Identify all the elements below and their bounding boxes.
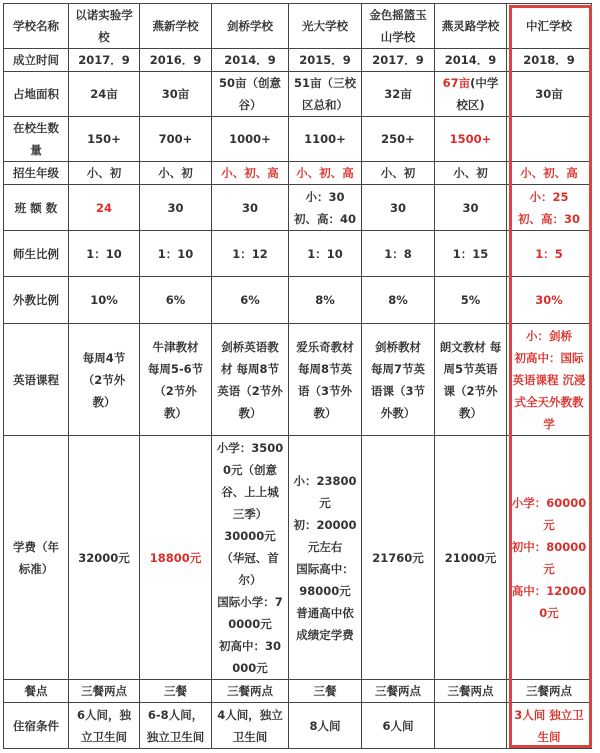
cell-text: 小：30 初、高：40 [293,189,356,226]
cell-text: 50亩（创意 谷） [218,76,281,112]
cell-text: 8人间 [309,718,341,733]
cell-text: 21000元 [444,550,497,565]
table-cell [212,185,289,231]
table-cell [140,436,212,680]
table-cell [507,49,592,72]
cell-text: 小：25 初、高：30 [517,189,580,226]
cell-text: 小学：3500 0元（创意 谷、上上城 三季） 30000元 （华冠、首 尔） 国际小学：7 0000元 初高中：30 000元 [216,440,284,675]
table-cell [212,117,289,162]
table-cell [69,436,140,680]
row-label: 招生年级 [4,162,69,185]
cell-text: 24 [95,200,112,215]
table-cell [69,703,140,749]
cell-text: 1：10 [86,246,122,261]
cell-text: 250+ [381,132,415,146]
cell-text: 每周4节 （2节外 教） [82,350,126,409]
table-cell [289,703,362,749]
table-cell [507,324,592,436]
school-comparison-table [3,3,592,749]
cell-text: 1：15 [452,246,489,261]
cell-text-suffix: (中学 校区) [456,76,499,112]
table-row [4,680,592,703]
table-cell [212,680,289,703]
table-row [4,72,592,117]
table-cell [362,703,435,749]
cell-text: 24亩 [90,87,118,101]
table-cell [140,680,212,703]
table-row [4,324,592,436]
table-cell [140,703,212,749]
cell-text: 67亩 [442,76,471,90]
row-label: 餐点 [4,680,69,703]
table-cell [140,117,212,162]
cell-text: 小、初 [380,166,416,180]
cell-text: 30% [535,293,563,307]
cell-text: 爱乐奇教材 每周8节英 语（3节外 教） [296,339,354,420]
cell-text: 三餐两点 [526,684,572,698]
table-cell [435,324,507,436]
cell-text: 6-8人间， 独立卫生间 [146,707,205,744]
cell-text: 小、初、高 [520,166,578,180]
table-cell [435,162,507,185]
cell-text: 2017．9 [78,53,130,67]
row-label: 学费（年 标准） [4,436,69,680]
cell-text: 6% [165,293,186,307]
row-label: 学校名称 [4,4,69,49]
table-cell [507,436,592,680]
cell-text: 1：10 [307,246,343,261]
table-cell [435,436,507,680]
cell-text: 6人间，独 立卫生间 [76,707,131,744]
table-cell [507,4,592,49]
cell-text: 6人间 [382,718,414,733]
cell-text: 30 [389,200,406,215]
table-cell [69,185,140,231]
table-cell [289,324,362,436]
table-cell [362,680,435,703]
table-row [4,277,592,324]
table-cell [140,231,212,277]
table-cell [507,162,592,185]
cell-text: 朗文教材 每 周5节英语 课（2节外 教） [439,339,502,420]
table-cell [69,324,140,436]
cell-text: 燕灵路学校 [441,19,500,33]
table-cell [69,277,140,324]
cell-text: 剑桥学校 [227,19,273,33]
cell-text: 1100+ [304,132,346,146]
table-cell [435,117,507,162]
table-cell [212,162,289,185]
cell-text: 2015．9 [299,53,351,67]
cell-text: 小：剑桥 初高中：国际 英语课程 沉浸 式全天外教教 学 [512,328,586,431]
table-cell [435,277,507,324]
cell-text: 小、初、高 [221,166,279,180]
table-cell [212,436,289,680]
cell-text: 4人间，独立 卫生间 [217,707,283,744]
cell-text: 三餐两点 [227,684,273,698]
table-cell [289,231,362,277]
cell-text: 剑桥教材 每周7节英 语课（3节 外教） [370,339,425,420]
table-cell [435,49,507,72]
cell-text: 剑桥英语教 材 每周8节 英语（2节外 教） [217,339,283,420]
table-cell [362,231,435,277]
row-label: 住宿条件 [4,703,69,749]
cell-text: 3人间 独立卫 生间 [514,707,584,744]
table-cell [69,680,140,703]
table-cell [507,117,592,162]
cell-text: 金色摇篮玉 山学校 [369,8,427,44]
cell-text: 1：8 [384,246,412,261]
table-cell [362,117,435,162]
table-cell [362,162,435,185]
cell-text: 2014．9 [444,53,497,67]
cell-text: 1：10 [157,246,194,261]
table-cell [289,117,362,162]
cell-text: 牛津教材 每周5-6节 （2节外 教） [147,339,204,420]
row-label: 英语课程 [4,324,69,436]
cell-text: 1：12 [232,246,268,261]
row-label: 师生比例 [4,231,69,277]
cell-text: 小：23800 元 初：20000 元左右 国际高中： 98000元 普通高中依 成绩定学费 [293,473,357,642]
table-cell [140,4,212,49]
cell-text: 以诺实验学 校 [75,8,133,44]
cell-text: 中汇学校 [526,19,572,33]
table-cell [289,49,362,72]
cell-text: 2014．9 [224,53,276,67]
cell-text: 30亩 [535,87,563,101]
table-cell [212,277,289,324]
cell-text: 30 [167,200,184,215]
table-cell [212,49,289,72]
cell-text: 三餐两点 [447,684,494,698]
table-cell [289,72,362,117]
table-cell [507,231,592,277]
row-label: 占地面积 [4,72,69,117]
table-cell [435,72,507,117]
table-cell [289,680,362,703]
cell-text: 51亩（三校 区总和） [293,76,356,112]
table-cell [435,703,507,749]
table-row [4,436,592,680]
table-row [4,231,592,277]
table-row [4,4,592,49]
cell-text: 30亩 [161,87,190,101]
table-cell [362,185,435,231]
table-cell [69,72,140,117]
table-cell [212,72,289,117]
cell-text: 小、初 [86,166,122,180]
table-row [4,185,592,231]
cell-text: 三餐 [313,684,337,698]
cell-text: 小、初 [158,166,193,180]
cell-text: 三餐两点 [81,684,127,698]
table-cell [362,72,435,117]
table-cell [289,162,362,185]
table-cell [212,324,289,436]
table-cell [362,436,435,680]
table-cell [507,72,592,117]
cell-text: 燕新学校 [152,19,199,33]
cell-text: 700+ [158,132,193,146]
table-cell [289,277,362,324]
cell-text: 21760元 [372,550,424,565]
table-cell [140,324,212,436]
table-cell [140,162,212,185]
table-cell [435,680,507,703]
cell-text: 32000元 [78,550,130,565]
cell-text: 30 [462,200,479,215]
cell-text: 5% [460,293,481,307]
table-row [4,162,592,185]
table-cell [289,185,362,231]
cell-text: 8% [315,293,335,307]
table-cell [69,231,140,277]
table-cell [435,185,507,231]
table-cell [212,4,289,49]
table-cell [140,277,212,324]
table-cell [507,680,592,703]
table-cell [435,4,507,49]
table-cell [435,231,507,277]
cell-text: 1500+ [449,132,492,146]
cell-text: 1：5 [535,246,563,261]
table-cell [289,436,362,680]
cell-text: 1000+ [229,132,271,146]
cell-text: 8% [388,293,408,307]
table-cell [140,72,212,117]
cell-text: 18800元 [149,550,202,565]
table-cell [69,117,140,162]
table-cell [69,4,140,49]
row-label: 班 额 数 [4,185,69,231]
cell-text: 30 [241,200,258,215]
table-cell [362,49,435,72]
table-cell [362,277,435,324]
cell-text: 小学：60000 元 初中：80000 元 高中：12000 0元 [511,495,587,620]
row-label: 外教比例 [4,277,69,324]
cell-text: 10% [90,293,118,307]
table-cell [507,277,592,324]
cell-text: 32亩 [384,87,412,101]
table-cell [507,703,592,749]
cell-text: 三餐 [164,684,187,698]
table-cell [212,703,289,749]
table-cell [362,4,435,49]
table-cell [289,4,362,49]
cell-text: 小、初 [453,166,488,180]
table-cell [507,185,592,231]
cell-text: 2017．9 [372,53,424,67]
cell-text: 2018．9 [523,53,575,67]
table-cell [140,49,212,72]
cell-text: 6% [240,293,260,307]
cell-text: 小、初、高 [296,166,354,180]
cell-text: 光大学校 [302,19,348,33]
table-cell [212,231,289,277]
table-cell [69,162,140,185]
table-cell [140,185,212,231]
table-row [4,703,592,749]
row-label: 成立时间 [4,49,69,72]
cell-text: 2016．9 [149,53,202,67]
cell-text: 150+ [87,132,121,146]
table-row [4,49,592,72]
table-cell [362,324,435,436]
table-row [4,117,592,162]
row-label: 在校生数 量 [4,117,69,162]
table-cell [69,49,140,72]
cell-text: 三餐两点 [375,684,421,698]
